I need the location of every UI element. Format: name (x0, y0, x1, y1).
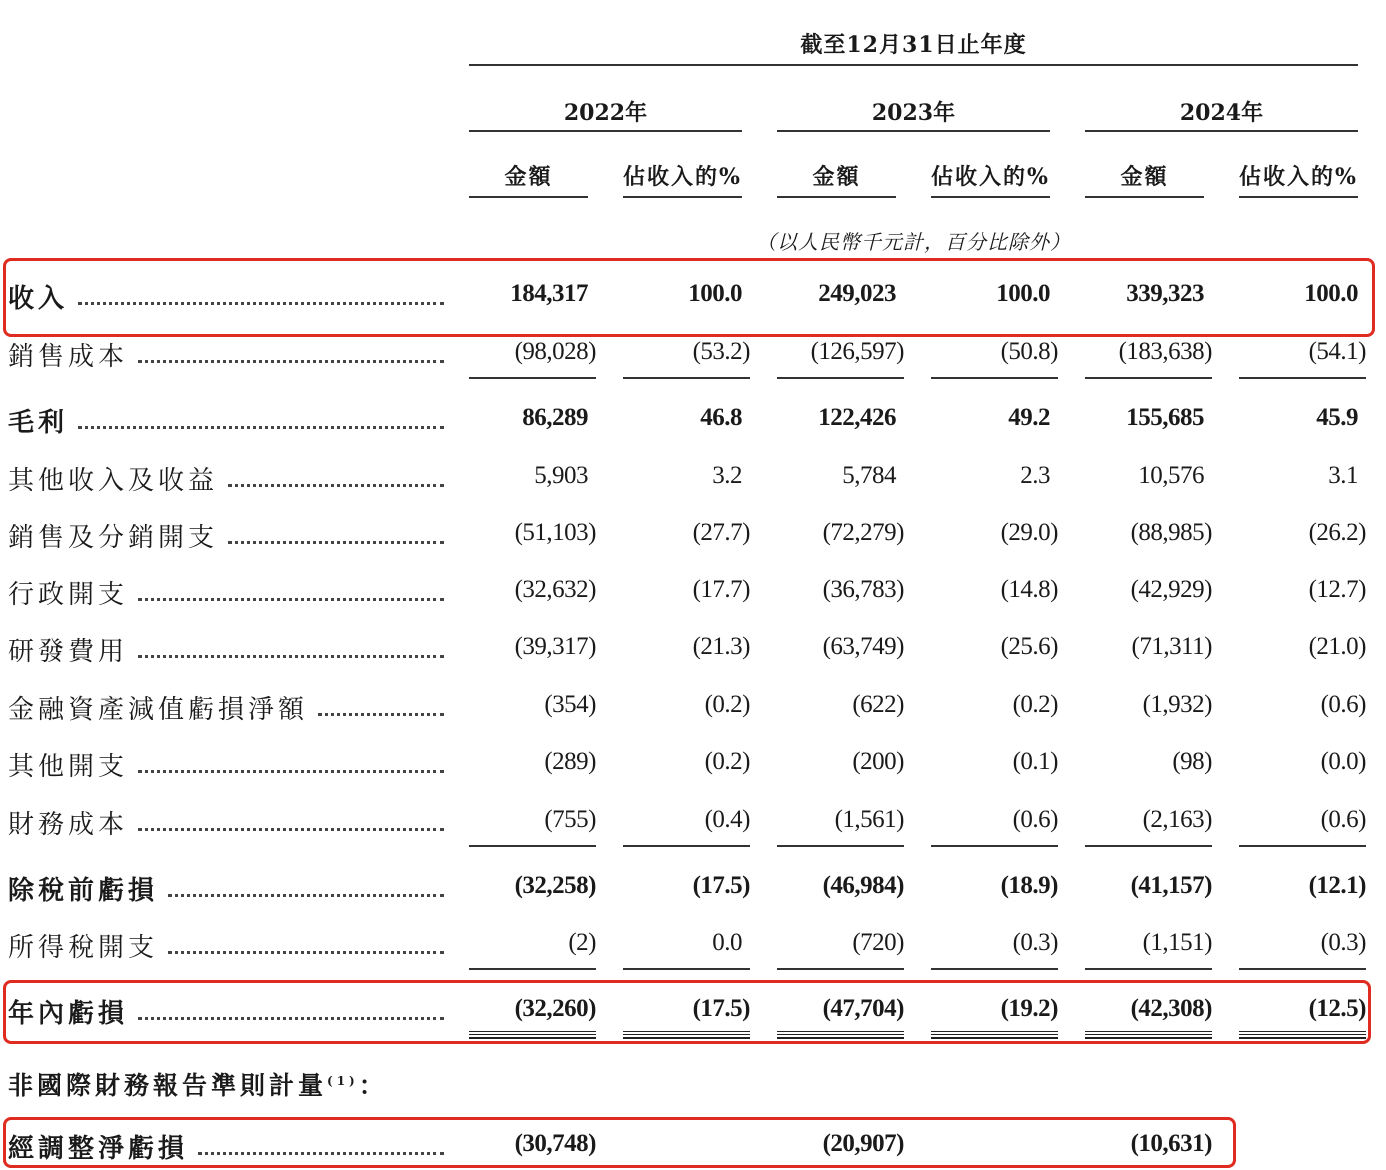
cell-row1-col1: (53.2) (692, 338, 750, 365)
cell-row4-col5: (26.2) (1308, 519, 1366, 546)
cell-row9-col4: (2,163) (1142, 806, 1212, 833)
adjusted-cell-2: (10,631) (1130, 1130, 1212, 1157)
dot-leader (138, 344, 444, 363)
cell-row3-col5: 3.1 (1328, 462, 1358, 489)
col-pct-2022: 佔收入的% (623, 164, 742, 190)
subtotal-rule (1239, 377, 1366, 379)
row-label-2: 毛利 (8, 408, 69, 438)
cell-row9-col3: (0.6) (1012, 806, 1058, 833)
row-label-4: 銷售及分銷開支 (8, 523, 219, 553)
col-underline (1239, 196, 1358, 198)
cell-row12-col1: (17.5) (692, 995, 750, 1022)
cell-row2-col1: 46.8 (700, 404, 742, 431)
cell-row1-col0: (98,028) (514, 338, 596, 365)
subtotal-rule (469, 845, 596, 847)
cell-row7-col0: (354) (544, 691, 596, 718)
cell-row4-col4: (88,985) (1130, 519, 1212, 546)
dot-leader (138, 812, 444, 831)
row-label-5: 行政開支 (8, 580, 129, 610)
row-label-12: 年內虧損 (8, 999, 129, 1029)
cell-row8-col5: (0.0) (1320, 748, 1366, 775)
subtotal-rule (469, 968, 596, 970)
cell-row9-col5: (0.6) (1320, 806, 1366, 833)
cell-row8-col1: (0.2) (704, 748, 750, 775)
footnote-marker: (1) (327, 1073, 359, 1088)
cell-row8-col2: (200) (852, 748, 904, 775)
cell-row2-col5: 45.9 (1316, 404, 1358, 431)
dot-leader (78, 410, 444, 429)
row-label-0: 收入 (8, 284, 69, 314)
unit-note: （以人民幣千元計，百分比除外） (756, 230, 1071, 254)
dot-leader (228, 525, 444, 544)
dot-leader (138, 639, 444, 658)
dot-leader (168, 935, 444, 954)
cell-row6-col0: (39,317) (514, 633, 596, 660)
cell-row4-col1: (27.7) (692, 519, 750, 546)
cell-row12-col2: (47,704) (822, 995, 904, 1022)
cell-row11-col1: 0.0 (712, 929, 742, 956)
cell-row3-col2: 5,784 (842, 462, 896, 489)
col-underline (1085, 196, 1204, 198)
subtotal-rule (1085, 968, 1212, 970)
cell-row5-col4: (42,929) (1130, 576, 1212, 603)
row-label-8: 其他開支 (8, 752, 129, 782)
subtotal-rule (931, 968, 1058, 970)
cell-row3-col1: 3.2 (712, 462, 742, 489)
cell-row6-col1: (21.3) (692, 633, 750, 660)
cell-row2-col4: 155,685 (1126, 404, 1204, 431)
cell-row0-col1: 100.0 (688, 280, 742, 307)
cell-row11-col0: (2) (568, 929, 596, 956)
subtotal-rule (623, 968, 750, 970)
subtotal-rule (1085, 845, 1212, 847)
row-label-10: 除稅前虧損 (8, 876, 159, 906)
subtotal-rule (623, 377, 750, 379)
subtotal-rule (931, 377, 1058, 379)
row-label-adjusted: 經調整淨虧損 (8, 1134, 189, 1164)
cell-row3-col3: 2.3 (1020, 462, 1050, 489)
cell-row10-col0: (32,258) (514, 872, 596, 899)
cell-row6-col2: (63,749) (822, 633, 904, 660)
cell-row1-col2: (126,597) (810, 338, 904, 365)
cell-row4-col3: (29.0) (1000, 519, 1058, 546)
cell-row10-col2: (46,984) (822, 872, 904, 899)
cell-row0-col2: 249,023 (818, 280, 896, 307)
dot-leader (138, 582, 444, 601)
cell-row12-col5: (12.5) (1308, 995, 1366, 1022)
year-header-2023: 2023年 (871, 100, 956, 126)
cell-row12-col3: (19.2) (1000, 995, 1058, 1022)
row-label-11: 所得稅開支 (8, 933, 159, 963)
highlight-loss-row (3, 980, 1371, 1044)
col-amount-2022: 金額 (504, 164, 553, 190)
col-pct-2023: 佔收入的% (931, 164, 1050, 190)
cell-row5-col2: (36,783) (822, 576, 904, 603)
row-label-7: 金融資產減值虧損淨額 (8, 695, 309, 725)
col-underline (623, 196, 742, 198)
cell-row5-col3: (14.8) (1000, 576, 1058, 603)
cell-row8-col3: (0.1) (1012, 748, 1058, 775)
period-underline (469, 64, 1358, 66)
cell-row11-col3: (0.3) (1012, 929, 1058, 956)
col-amount-2024: 金額 (1120, 164, 1169, 190)
cell-row9-col2: (1,561) (834, 806, 904, 833)
period-header: 截至12月31日止年度 (800, 32, 1027, 58)
dot-leader (138, 754, 444, 773)
cell-row7-col1: (0.2) (704, 691, 750, 718)
cell-row11-col2: (720) (852, 929, 904, 956)
cell-row2-col2: 122,426 (818, 404, 896, 431)
cell-row3-col0: 5,903 (534, 462, 588, 489)
cell-row9-col1: (0.4) (704, 806, 750, 833)
col-underline (777, 196, 896, 198)
year-header-2022: 2022年 (563, 100, 648, 126)
row-label-1: 銷售成本 (8, 342, 129, 372)
cell-row5-col1: (17.7) (692, 576, 750, 603)
cell-row0-col3: 100.0 (996, 280, 1050, 307)
subtotal-rule (777, 968, 904, 970)
adjusted-cell-0: (30,748) (514, 1130, 596, 1157)
highlight-revenue-row (3, 258, 1375, 337)
cell-row2-col0: 86,289 (522, 404, 588, 431)
dot-leader (168, 878, 444, 897)
cell-row12-col4: (42,308) (1130, 995, 1212, 1022)
cell-row6-col4: (71,311) (1131, 633, 1212, 660)
cell-row2-col3: 49.2 (1008, 404, 1050, 431)
row-label-3: 其他收入及收益 (8, 466, 219, 496)
subtotal-rule (931, 845, 1058, 847)
col-pct-2024: 佔收入的% (1239, 164, 1358, 190)
cell-row4-col0: (51,103) (514, 519, 596, 546)
cell-row1-col4: (183,638) (1118, 338, 1212, 365)
subtotal-rule (1239, 968, 1366, 970)
cell-row6-col5: (21.0) (1308, 633, 1366, 660)
cell-row0-col0: 184,317 (510, 280, 588, 307)
cell-row6-col3: (25.6) (1000, 633, 1058, 660)
cell-row7-col5: (0.6) (1320, 691, 1366, 718)
cell-row7-col3: (0.2) (1012, 691, 1058, 718)
subtotal-rule (623, 845, 750, 847)
cell-row11-col5: (0.3) (1320, 929, 1366, 956)
dot-leader (318, 697, 444, 716)
dot-leader (228, 468, 444, 487)
year-underline-2022 (469, 130, 742, 132)
cell-row1-col5: (54.1) (1308, 338, 1366, 365)
row-label-9: 財務成本 (8, 810, 129, 840)
cell-row9-col0: (755) (544, 806, 596, 833)
cell-row10-col4: (41,157) (1130, 872, 1212, 899)
cell-row11-col4: (1,151) (1142, 929, 1212, 956)
non-ifrs-title: 非國際財務報告準則計量$^{(1)}$： (8, 1071, 388, 1100)
cell-row8-col0: (289) (544, 748, 596, 775)
highlight-adjusted-row (3, 1117, 1236, 1168)
cell-row1-col3: (50.8) (1000, 338, 1058, 365)
cell-row5-col5: (12.7) (1308, 576, 1366, 603)
cell-row0-col4: 339,323 (1126, 280, 1204, 307)
cell-row7-col2: (622) (852, 691, 904, 718)
subtotal-rule (469, 377, 596, 379)
cell-row10-col5: (12.1) (1308, 872, 1366, 899)
col-underline (469, 196, 588, 198)
row-label-6: 研發費用 (8, 637, 129, 667)
subtotal-rule (777, 377, 904, 379)
cell-row0-col5: 100.0 (1304, 280, 1358, 307)
cell-row4-col2: (72,279) (822, 519, 904, 546)
subtotal-rule (777, 845, 904, 847)
cell-row7-col4: (1,932) (1142, 691, 1212, 718)
year-header-2024: 2024年 (1179, 100, 1264, 126)
year-underline-2023 (777, 130, 1050, 132)
cell-row5-col0: (32,632) (514, 576, 596, 603)
cell-row3-col4: 10,576 (1138, 462, 1204, 489)
cell-row12-col0: (32,260) (514, 995, 596, 1022)
cell-row10-col3: (18.9) (1000, 872, 1058, 899)
subtotal-rule (1239, 845, 1366, 847)
cell-row10-col1: (17.5) (692, 872, 750, 899)
subtotal-rule (1085, 377, 1212, 379)
col-amount-2023: 金額 (812, 164, 861, 190)
col-underline (931, 196, 1050, 198)
year-underline-2024 (1085, 130, 1358, 132)
adjusted-cell-1: (20,907) (822, 1130, 904, 1157)
cell-row8-col4: (98) (1172, 748, 1212, 775)
